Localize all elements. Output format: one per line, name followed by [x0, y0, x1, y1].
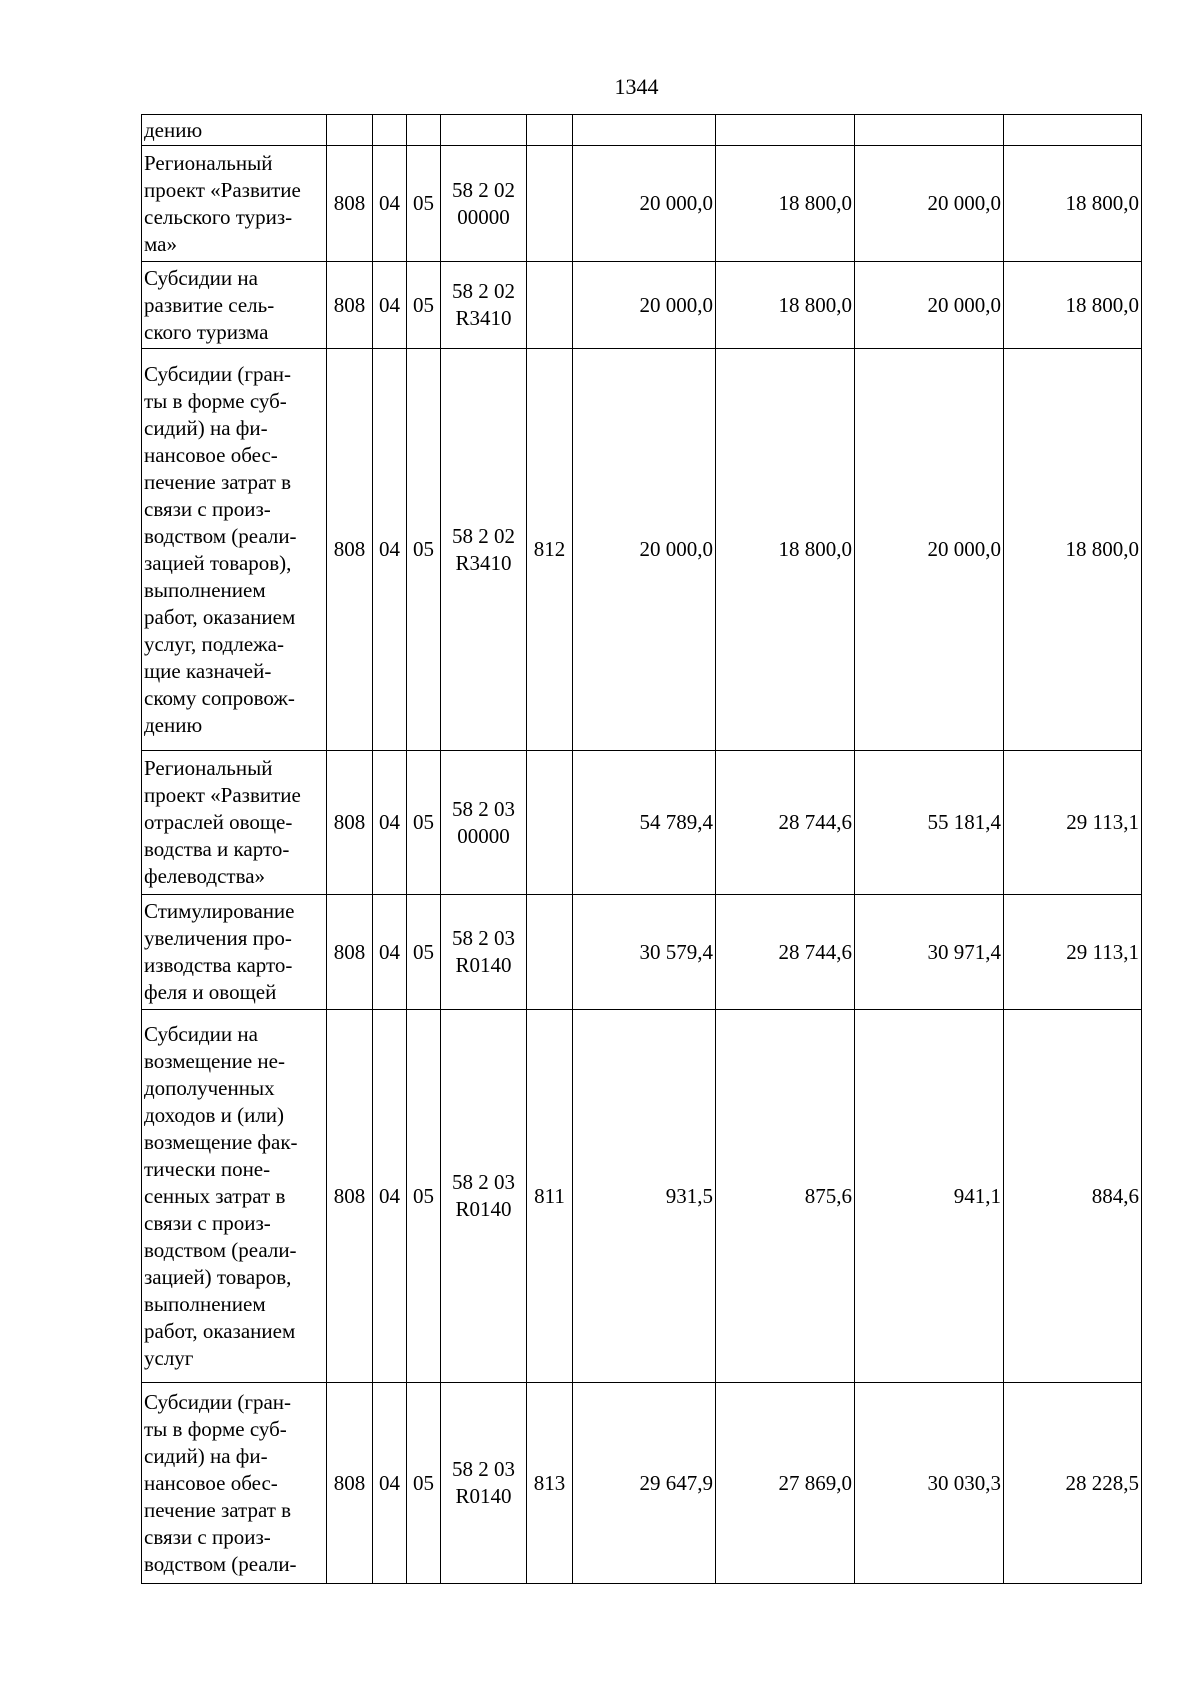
grbs-code-cell: 808 [327, 895, 373, 1010]
amount-cell-1: 20 000,0 [573, 349, 716, 751]
amount-cell-1: 54 789,4 [573, 751, 716, 895]
item-name-line: доходов и (или) [144, 1102, 285, 1127]
section-code-cell: 04 [373, 146, 407, 262]
amount-cell-2: 27 869,0 [716, 1383, 855, 1584]
item-name-line: феля и овощей [144, 980, 277, 1004]
target-article-cell [441, 146, 527, 262]
target-article-line: R3410 [455, 306, 512, 330]
item-name-line: зацией) товаров, [144, 1264, 292, 1289]
amount-cell-3: 941,1 [855, 1010, 1004, 1383]
page-number: 1344 [614, 74, 659, 99]
item-name-line: дополученных [144, 1075, 275, 1100]
amount-cell-2: 28 744,6 [716, 751, 855, 895]
target-article-line: 58 2 02 [452, 279, 515, 303]
target-article-line: 58 2 02 [452, 177, 515, 202]
item-name-line: водством (реали- [144, 523, 297, 548]
item-name-line: дению [144, 712, 203, 737]
item-name-line: работ, оказанием [144, 604, 296, 629]
amount-cell-4: 18 800,0 [1004, 146, 1142, 262]
item-name-line: Региональный [144, 150, 273, 175]
section-code-cell: 04 [373, 1010, 407, 1383]
expense-type-cell: 811 [527, 1010, 573, 1383]
target-article-line: 58 2 03 [452, 1170, 515, 1194]
expense-type-cell [527, 751, 573, 895]
target-article-cell [441, 751, 527, 895]
subsection-code-cell: 05 [407, 1383, 441, 1584]
target-article-line: R0140 [455, 1197, 512, 1221]
item-name-line: Региональный [144, 756, 273, 780]
expense-type-cell [527, 262, 573, 349]
amount-cell-1: 20 000,0 [573, 262, 716, 349]
subsection-code-cell: 05 [407, 751, 441, 895]
item-name-line: Субсидии (гран- [144, 361, 292, 386]
target-article-cell [441, 1010, 527, 1383]
grbs-code-cell: 808 [327, 146, 373, 262]
amount-cell-4: 28 228,5 [1004, 1383, 1142, 1584]
table-row [142, 751, 1142, 895]
amount-cell-3: 30 971,4 [855, 895, 1004, 1010]
target-article-line: R0140 [455, 953, 512, 977]
expense-type-cell [527, 895, 573, 1010]
target-article-line: R0140 [455, 1484, 512, 1508]
expense-type-cell: 813 [527, 1383, 573, 1584]
section-code-cell [373, 115, 407, 146]
item-name-line: Субсидии на [144, 1021, 258, 1046]
item-name-line: печение затрат в [144, 469, 292, 494]
item-name-line: ма» [144, 231, 177, 256]
table-row [142, 262, 1142, 349]
amount-cell-3: 30 030,3 [855, 1383, 1004, 1584]
item-name-line: выполнением [144, 1291, 266, 1316]
amount-cell-2: 28 744,6 [716, 895, 855, 1010]
subsection-code-cell [407, 115, 441, 146]
amount-cell-4: 18 800,0 [1004, 262, 1142, 349]
target-article-cell [441, 895, 527, 1010]
expense-type-cell [527, 146, 573, 262]
amount-cell-3: 20 000,0 [855, 262, 1004, 349]
item-name-line: связи с произ- [144, 1210, 271, 1235]
amount-cell-4: 29 113,1 [1004, 895, 1142, 1010]
item-name-line: сельского туриз- [144, 204, 293, 229]
amount-cell-1: 20 000,0 [573, 146, 716, 262]
amount-cell-4 [1004, 115, 1142, 146]
section-code-cell: 04 [373, 751, 407, 895]
item-name-line: связи с произ- [144, 1524, 271, 1549]
grbs-code-cell: 808 [327, 751, 373, 895]
item-name-line: изводства карто- [144, 953, 293, 977]
table-row [142, 146, 1142, 262]
item-name-line: ского туризма [144, 319, 269, 344]
table-row [142, 1383, 1142, 1584]
table-row [142, 1010, 1142, 1383]
amount-cell-3: 20 000,0 [855, 349, 1004, 751]
section-code-cell: 04 [373, 895, 407, 1010]
item-name-line: развитие сель- [144, 292, 275, 317]
item-name-line: Стимулирование [144, 899, 295, 923]
item-name-line: выполнением [144, 577, 266, 602]
amount-cell-3: 20 000,0 [855, 146, 1004, 262]
section-code-cell: 04 [373, 1383, 407, 1584]
amount-cell-1 [573, 115, 716, 146]
target-article-line: 00000 [457, 823, 510, 848]
item-name-line: отраслей овоще- [144, 810, 293, 834]
item-name-line: водства и карто- [144, 837, 290, 861]
subsection-code-cell: 05 [407, 262, 441, 349]
item-name-line: печение затрат в [144, 1497, 292, 1522]
amount-cell-2: 875,6 [716, 1010, 855, 1383]
item-name-cell [142, 751, 327, 895]
item-name-line: ты в форме суб- [144, 388, 287, 413]
amount-cell-4: 29 113,1 [1004, 751, 1142, 895]
target-article-line: 58 2 03 [452, 1457, 515, 1481]
amount-cell-3 [855, 115, 1004, 146]
item-name-cell [142, 1383, 327, 1584]
section-code-cell: 04 [373, 262, 407, 349]
target-article-cell [441, 349, 527, 751]
target-article-cell [441, 262, 527, 349]
subsection-code-cell: 05 [407, 895, 441, 1010]
item-name-line: зацией товаров), [144, 550, 292, 575]
item-name-cell [142, 262, 327, 349]
subsection-code-cell: 05 [407, 349, 441, 751]
item-name-line: фелеводства» [144, 864, 266, 888]
section-code-cell: 04 [373, 349, 407, 751]
item-name-line: скому сопровож- [144, 685, 295, 710]
item-name-line: услуг, подлежа- [144, 631, 284, 656]
item-name-line: Субсидии (гран- [144, 1389, 292, 1414]
item-name-line: дению [144, 117, 203, 142]
table-row [142, 895, 1142, 1010]
target-article-line: 58 2 02 [452, 523, 515, 548]
grbs-code-cell: 808 [327, 1383, 373, 1584]
item-name-line: щие казначей- [144, 658, 272, 683]
expense-type-cell: 812 [527, 349, 573, 751]
amount-cell-2: 18 800,0 [716, 349, 855, 751]
item-name-line: проект «Развитие [144, 783, 301, 807]
item-name-line: водством (реали- [144, 1551, 297, 1576]
item-name-cell [142, 895, 327, 1010]
amount-cell-4: 18 800,0 [1004, 349, 1142, 751]
item-name-line: тически поне- [144, 1156, 271, 1181]
grbs-code-cell: 808 [327, 1010, 373, 1383]
item-name-cell [142, 1010, 327, 1383]
item-name-line: услуг [144, 1345, 194, 1370]
item-name-line: проект «Развитие [144, 177, 301, 202]
budget-table [141, 114, 1142, 1584]
amount-cell-4: 884,6 [1004, 1010, 1142, 1383]
item-name-line: сидий) на фи- [144, 1443, 268, 1468]
table-row [142, 349, 1142, 751]
item-name-line: возмещение не- [144, 1048, 285, 1073]
grbs-code-cell [327, 115, 373, 146]
item-name-line: Субсидии на [144, 265, 258, 290]
target-article-line: 58 2 03 [452, 926, 515, 950]
target-article-line: R3410 [455, 550, 512, 575]
amount-cell-1: 30 579,4 [573, 895, 716, 1010]
amount-cell-3: 55 181,4 [855, 751, 1004, 895]
target-article-cell [441, 115, 527, 146]
item-name-line: возмещение фак- [144, 1129, 298, 1154]
amount-cell-1: 29 647,9 [573, 1383, 716, 1584]
table-body [142, 115, 1142, 1584]
item-name-line: водством (реали- [144, 1237, 297, 1262]
item-name-line: связи с произ- [144, 496, 271, 521]
item-name-line: сенных затрат в [144, 1183, 286, 1208]
item-name-cell [142, 115, 327, 146]
item-name-line: увеличения про- [144, 926, 292, 950]
item-name-line: нансовое обес- [144, 442, 278, 467]
item-name-cell [142, 146, 327, 262]
item-name-line: нансовое обес- [144, 1470, 278, 1495]
grbs-code-cell: 808 [327, 349, 373, 751]
table-row [142, 115, 1142, 146]
target-article-line: 00000 [457, 204, 510, 229]
item-name-line: сидий) на фи- [144, 415, 268, 440]
item-name-line: ты в форме суб- [144, 1416, 287, 1441]
amount-cell-2: 18 800,0 [716, 146, 855, 262]
target-article-line: 58 2 03 [452, 796, 515, 821]
amount-cell-1: 931,5 [573, 1010, 716, 1383]
amount-cell-2: 18 800,0 [716, 262, 855, 349]
item-name-line: работ, оказанием [144, 1318, 296, 1343]
subsection-code-cell: 05 [407, 146, 441, 262]
target-article-cell [441, 1383, 527, 1584]
amount-cell-2 [716, 115, 855, 146]
grbs-code-cell: 808 [327, 262, 373, 349]
expense-type-cell [527, 115, 573, 146]
item-name-cell [142, 349, 327, 751]
subsection-code-cell: 05 [407, 1010, 441, 1383]
